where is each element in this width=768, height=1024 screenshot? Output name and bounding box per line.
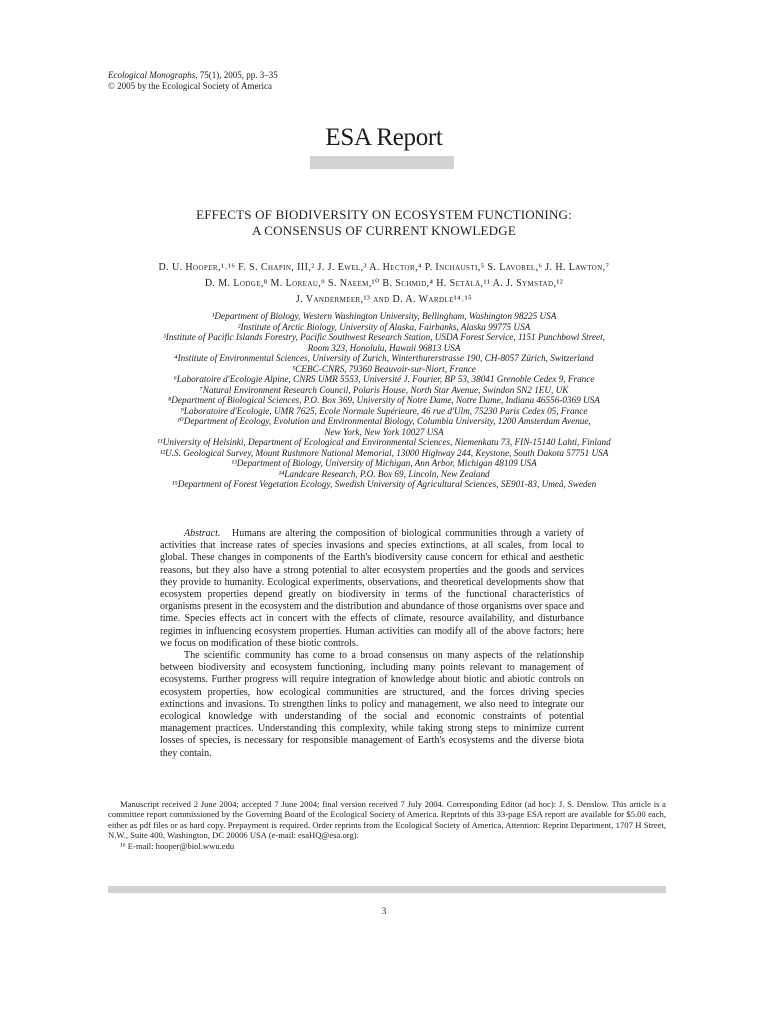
affiliation-line: ¹³Department of Biology, University of Michigan, Ann Arbor, Michigan 48109 USA [231, 458, 537, 468]
footnotes [108, 799, 666, 851]
report-banner-title: ESA Report [325, 124, 443, 151]
page-number: 3 [381, 906, 387, 916]
journal-name: Ecological Monographs [108, 70, 196, 80]
affiliation-line: ³Institute of Pacific Islands Forestry, Pacific Southwest Research Station, USDA Forest Service, 1151 Punchbowl Street, [163, 332, 605, 342]
affiliation-line: ⁴Institute of Environmental Sciences, University of Zurich, Winterthurerstrasse 190, CH-8057 Zürich, Switzerland [174, 353, 594, 363]
affiliation-line: ⁷Natural Environment Research Council, Polaris House, North Star Avenue, Swindon SN2 1EU, UK [199, 384, 569, 395]
affiliation-line: ⁹Laboratoire d'Ecologie, UMR 7625, Ecole Normale Supérieure, 46 rue d'Ulm, 75230 Paris Cedex 05, France [180, 405, 588, 416]
article-title-line-2: A CONSENSUS OF CURRENT KNOWLEDGE [251, 223, 516, 238]
journal-citation [108, 70, 278, 92]
article-title-line-1: EFFECTS OF BIODIVERSITY ON ECOSYSTEM FUNCTIONING: [196, 207, 572, 222]
affiliation-line: ⁸Department of Biological Sciences, P.O. Box 369, University of Notre Dame, Notre Dame, Indiana 46556-0369 USA [168, 395, 600, 405]
author-list [0, 260, 768, 308]
affiliations [104, 311, 664, 490]
affiliation-line: Room 323, Honolulu, Hawaii 96813 USA [307, 342, 461, 353]
affiliation-line: ²Institute of Arctic Biology, University of Alaska, Fairbanks, Alaska 99775 USA [237, 321, 531, 332]
abstract [160, 528, 584, 760]
abstract-paragraph-1 [160, 528, 584, 650]
citation-line [108, 70, 278, 81]
affiliation-line: ¹⁴Landcare Research, P.O. Box 69, Lincoln, New Zealand [278, 468, 490, 479]
author-line-1: D. U. Hooper,¹˒¹⁶ F. S. Chapin, III,² J. J. Ewel,³ A. Hector,⁴ P. Inchausti,⁵ S. Lavorel,⁶ J. H. Lawton,⁷ [158, 262, 610, 273]
author-line-2: D. M. Lodge,⁸ M. Loreau,⁹ S. Naeem,¹⁰ B. Schmid,⁴ H. Setälä,¹¹ A. J. Symstad,¹² [204, 278, 564, 289]
banner-gray-bar [310, 156, 454, 169]
affiliation-line: ¹⁵Department of Forest Vegetation Ecology, Swedish University of Agricultural Sciences, SE901-83, Umeå, Sweden [171, 479, 597, 489]
author-line-3: J. Vandermeer,¹³ and D. A. Wardle¹⁴˒¹⁵ [295, 294, 473, 305]
affiliation-line: ¹²U.S. Geological Survey, Mount Rushmore National Memorial, 13000 Highway 244, Keystone, South Dakota 57751 USA [159, 447, 609, 458]
abstract-paragraph-2: The scientific community has come to a broad consensus on many aspects of the relationship between biodiversity and ecosystem functioning, including many points relevant to management of ecosystems. Further progress will require integration of knowledge about biotic and abiotic controls on ecosystem properties, how ecological communities are structured, and the forces driving species extinctions and invasions. To strengthen links to policy and management, we also need to integrate our ecological knowledge with understanding of the social and economic constraints of potential management practices. Understanding this complexity, while taking strong steps to minimize current losses of species, is necessary for responsible management of Earth's ecosystems and the diverse biota they contain. [160, 650, 584, 759]
manuscript-footnote: Manuscript received 2 June 2004; accepted 7 June 2004; final version received 7 July 2004. Corresponding Editor (ad hoc): J. S. Denslow. This article is a committee report commissioned by the Governing Board of the Ecological Society of America. Reprints of this 33-page ESA report are available for $5.00 each, either as pdf files or as hard copy. Prepayment is required. Order reprints from the Ecological Society of America, Attention: Reprint Department, 1707 H Street, N.W., Suite 400, Washington, DC 20006 USA (e-mail: esaHQ@esa.org). [108, 799, 666, 841]
article-title [0, 207, 768, 239]
citation-details: , 75(1), 2005, pp. 3–35 [195, 70, 278, 80]
affiliation-line: ¹Department of Biology, Western Washington University, Bellingham, Washington 98225 USA [211, 311, 557, 321]
copyright-line: © 2005 by the Ecological Society of America [108, 81, 273, 91]
affiliation-line: New York, New York 10027 USA [324, 426, 444, 437]
footer-gray-bar [108, 886, 666, 893]
affiliation-line: ⁶Laboratoire d'Ecologie Alpine, CNRS UMR 5553, Université J. Fourier, BP 53, 38041 Grenoble Cedex 9, France [173, 374, 595, 384]
abstract-text-1: Humans are altering the composition of biological communities through a variety of activities that increase rates of species invasions and species extinctions, at all scales, from local to global. These changes in components of the Earth's biodiversity cause concern for ethical and aesthetic reasons, but they also have a strong potential to alter ecosystem properties and the goods and services they provide to humanity. Ecological experiments, observations, and theoretical developments show that ecosystem properties depend greatly on biodiversity in terms of the functional characteristics of organisms present in the ecosystem and the distribution and abundance of those organisms over space and time. Species effects act in concert with the effects of climate, resource availability, and disturbance regimes in influencing ecosystem properties. Human activities can modify all of the above factors; here we focus on modification of these biotic controls. [160, 528, 584, 649]
affiliation-line: ¹⁰Department of Ecology, Evolution and Environmental Biology, Columbia University, 1200 Amsterdam Avenue, [177, 416, 591, 426]
affiliation-line: ¹¹University of Helsinki, Department of Ecological and Environmental Sciences, Niemenkatu 73, FIN-15140 Lahti, Finland [157, 437, 611, 447]
email-footnote: ¹⁶ E-mail: hooper@biol.wwu.edu [120, 840, 235, 851]
abstract-label: Abstract. [184, 528, 221, 539]
affiliation-line: ⁵CEBC-CNRS, 79360 Beauvoir-sur-Niort, France [292, 363, 476, 374]
